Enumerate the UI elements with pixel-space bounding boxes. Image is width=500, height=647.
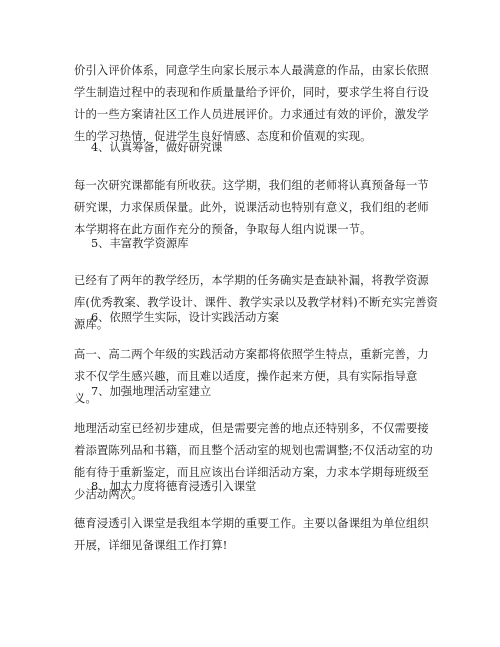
section-heading-6: 6、依照学生实际，设计实践活动方案 — [91, 311, 279, 324]
moral-education-paragraph: 德育浸透引入课堂是我组本学期的重要工作。主要以备课组为单位组织开展，详细见备课组工作打算! — [74, 517, 429, 552]
section-heading-4: 4、认真筹备，做好研究课 — [91, 141, 223, 154]
section-heading-8: 8、加大力度将德育浸透引入课堂 — [91, 480, 257, 493]
evaluation-paragraph: 价引入评价体系，同意学生向家长展示本人最满意的作品，由家长依照学生制造过程中的表现和作质量量给予评价，同时，要求学生将自行设计的一些方案请社区工作人员进展评价。力求通过有效的评价，激发学生的学习热情，促进学生良好情感、态度和价值观的实现。 — [74, 64, 429, 143]
research-class-paragraph: 每一次研究课都能有所收获。这学期，我们组的老师将认真预备每一节研究课，力求保质保量。此外，说课活动也特别有意义，我们组的老师本学期将在此方面作充分的预备，争取每人组内说课一节。 — [74, 179, 429, 236]
geography-room-paragraph: 地理活动室已经初步建成，但是需要完善的地点还特别多，不仅需要接着添置陈列品和书籍，而且整个活动室的规划也需调整;不仅活动室的功能有待于重新鉴定，而且应该出台详细活动方案，力求本学期每班级至少活动两次。 — [74, 422, 433, 501]
resource-library-paragraph: 已经有了两年的教学经历，本学期的任务确实是查缺补漏，将教学资源库(优秀教案、教学设计、课件、教学实录以及教学材料)不断充实完善资源库。 — [74, 274, 438, 331]
section-heading-5: 5、丰富教学资源库 — [91, 237, 189, 250]
section-heading-7: 7、加强地理活动室建立 — [91, 385, 212, 398]
activity-plan-paragraph: 高一、高二两个年级的实践活动方案都将依照学生特点，重新完善，力求不仅学生感兴趣，而且难以适度，操作起来方便，具有实际指导意义。 — [74, 348, 429, 405]
